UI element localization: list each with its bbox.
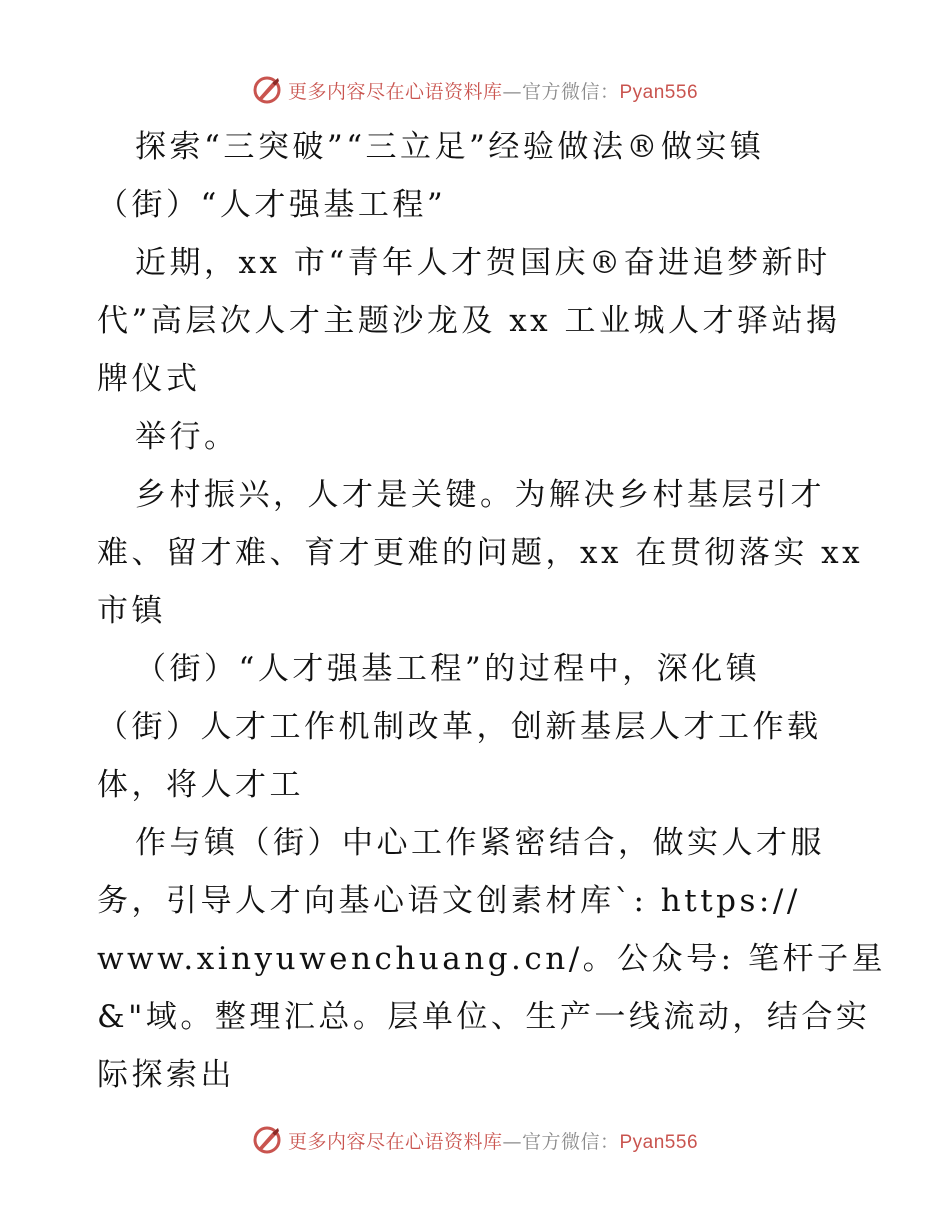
text-line: （街）“人才强基工程”的过程中，深化镇 (135, 651, 761, 687)
banner-separator: — (502, 80, 522, 103)
text-line: 难、留才难、育才更难的问题，xx 在贯彻落实 xx (97, 535, 864, 571)
text-line: www.xinyuwenchuang.cn/。公众号: 笔杆子星 (97, 941, 886, 977)
title-line-2: （街）“人才强基工程” (97, 187, 447, 223)
text-line: 近期，xx 市“青年人才贺国庆®奋进追梦新时 (135, 245, 831, 281)
text-line: 代”高层次人才主题沙龙及 xx 工业城人才驿站揭 (97, 303, 841, 339)
banner-wechat-id: Pyan556 (619, 81, 699, 103)
text-line: 务，引导人才向基心语文创素材库`: https:// (97, 883, 801, 919)
document-body (97, 118, 886, 1104)
banner-site-name: 更多内容尽在心语资料库 (287, 1130, 503, 1153)
banner-separator: — (502, 1130, 522, 1153)
banner-wechat-label: 官方微信： (521, 1130, 620, 1153)
banner-text (288, 77, 698, 104)
text-line: &"域。整理汇总。层单位、生产一线流动，结合实 (97, 999, 871, 1035)
title-line-1: 探索“三突破”“三立足”经验做法®做实镇 (135, 129, 765, 165)
banner-wechat-label: 官方微信： (521, 80, 620, 103)
banner-site-name: 更多内容尽在心语资料库 (287, 80, 503, 103)
banner-wechat-id: Pyan556 (619, 1131, 699, 1153)
text-line: 牌仪式 (97, 361, 201, 397)
quill-pen-logo-icon (252, 75, 282, 105)
text-line: 际探索出 (97, 1057, 235, 1093)
header-banner (0, 70, 950, 110)
text-line: （街）人才工作机制改革，创新基层人才工作载 (97, 709, 822, 745)
text-line: 乡村振兴，人才是关键。为解决乡村基层引才 (135, 477, 825, 513)
text-line: 举行。 (135, 419, 239, 455)
text-line: 市镇 (97, 593, 166, 629)
text-line: 作与镇（街）中心工作紧密结合，做实人才服 (135, 825, 825, 861)
banner-text (288, 1127, 698, 1154)
quill-pen-logo-icon (252, 1125, 282, 1155)
footer-banner (0, 1120, 950, 1160)
text-line: 体，将人才工 (97, 767, 304, 803)
